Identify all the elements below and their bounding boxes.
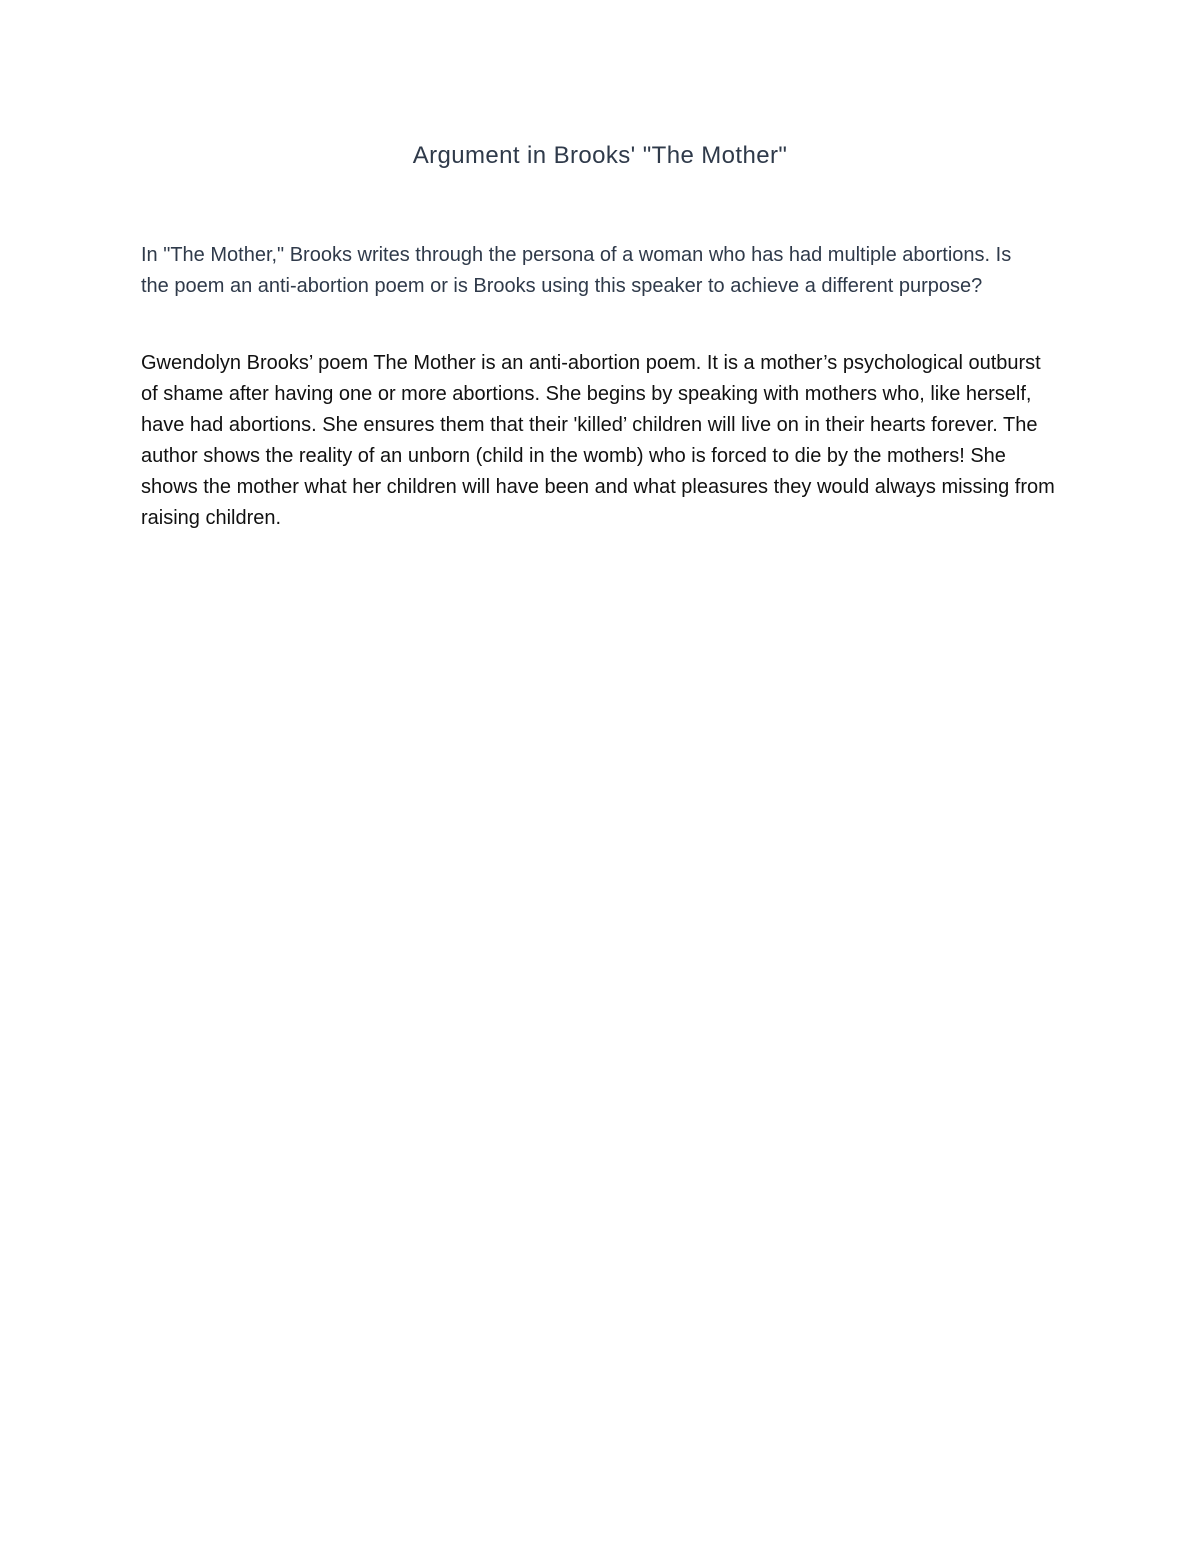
essay-answer: Gwendolyn Brooks’ poem The Mother is an anti-abortion poem. It is a mother’s psychological outburst of shame after having one or more abortions. She begins by speaking with mothers who, like herself, have had abortions. She ensures them that their 'killed’ children will live on in their hearts forever. The author shows the reality of an unborn (child in the womb) who is forced to die by the mothers! She shows the mother what her children will have been and what pleasures they would always missing from raising children. bbox=[141, 352, 1055, 529]
document-title: Argument in Brooks' "The Mother" bbox=[412, 142, 788, 169]
essay-prompt: In "The Mother," Brooks writes through the persona of a woman who has had multiple abortions. Is the poem an anti-abortion poem or is Brooks using this speaker to achieve a different purpose? bbox=[141, 244, 1012, 297]
